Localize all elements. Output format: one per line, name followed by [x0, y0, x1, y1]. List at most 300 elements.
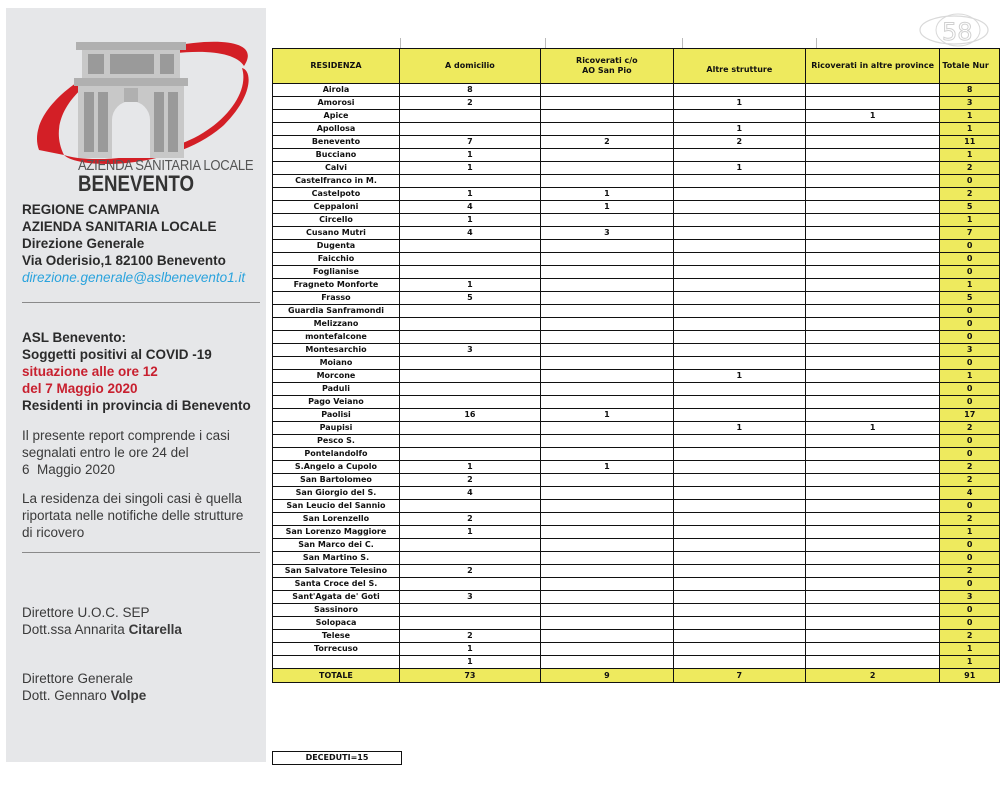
channel-58-watermark-icon — [918, 12, 990, 48]
cell-ricoverati-san-pio — [540, 357, 673, 370]
cell-a-domicilio: 2 — [399, 630, 540, 643]
cell-residenza: S.Angelo a Cupolo — [273, 461, 400, 474]
header-a-domicilio: A domicilio — [399, 49, 540, 84]
cell-ricoverati-san-pio — [540, 435, 673, 448]
watermark-text: 58 — [942, 18, 973, 46]
cell-totale: 0 — [940, 318, 1000, 331]
cell-a-domicilio: 1 — [399, 279, 540, 292]
cell-altre-province — [805, 344, 940, 357]
cell-altre-province: 1 — [805, 422, 940, 435]
cell-altre-strutture — [673, 474, 805, 487]
cell-altre-strutture — [673, 188, 805, 201]
cell-altre-strutture — [673, 344, 805, 357]
cell-totale: 2 — [940, 188, 1000, 201]
total-ricoverati-san-pio: 9 — [540, 669, 673, 683]
table-row — [273, 461, 1000, 474]
cell-totale: 0 — [940, 331, 1000, 344]
cell-altre-province — [805, 656, 940, 669]
cell-altre-province — [805, 578, 940, 591]
cell-a-domicilio: 5 — [399, 292, 540, 305]
cell-residenza: Paolisi — [273, 409, 400, 422]
cell-residenza: Foglianise — [273, 266, 400, 279]
cell-a-domicilio — [399, 617, 540, 630]
cell-residenza: San Lorenzo Maggiore — [273, 526, 400, 539]
cell-a-domicilio — [399, 110, 540, 123]
table-row — [273, 305, 1000, 318]
cell-altre-strutture: 1 — [673, 422, 805, 435]
cell-altre-strutture — [673, 227, 805, 240]
grid-tick — [816, 38, 817, 48]
cell-residenza: Amorosi — [273, 97, 400, 110]
cell-totale: 1 — [940, 214, 1000, 227]
cell-a-domicilio — [399, 253, 540, 266]
table-row — [273, 539, 1000, 552]
report-situation-1: situazione alle ore 12 — [22, 364, 158, 379]
cell-altre-strutture — [673, 539, 805, 552]
cell-altre-strutture — [673, 630, 805, 643]
cell-totale: 0 — [940, 448, 1000, 461]
cell-altre-strutture — [673, 487, 805, 500]
report-title-1: ASL Benevento: — [22, 330, 127, 345]
cell-totale: 1 — [940, 526, 1000, 539]
cell-ricoverati-san-pio — [540, 565, 673, 578]
org-region: REGIONE CAMPANIA — [22, 202, 160, 217]
cell-ricoverati-san-pio — [540, 344, 673, 357]
cell-a-domicilio — [399, 123, 540, 136]
header-altre-strutture: Altre strutture — [673, 49, 805, 84]
cell-totale: 2 — [940, 162, 1000, 175]
cell-altre-strutture — [673, 305, 805, 318]
cell-altre-province — [805, 201, 940, 214]
divider — [22, 302, 260, 303]
cell-altre-province — [805, 500, 940, 513]
divider — [22, 552, 260, 553]
cell-altre-province — [805, 565, 940, 578]
cell-ricoverati-san-pio: 1 — [540, 201, 673, 214]
cell-a-domicilio — [399, 604, 540, 617]
cell-ricoverati-san-pio — [540, 539, 673, 552]
logo-text-city: BENEVENTO — [78, 171, 195, 196]
cell-altre-province — [805, 292, 940, 305]
table-row — [273, 344, 1000, 357]
cell-a-domicilio — [399, 266, 540, 279]
total-totale: 91 — [940, 669, 1000, 683]
cell-ricoverati-san-pio — [540, 370, 673, 383]
cell-altre-province — [805, 175, 940, 188]
cell-totale: 0 — [940, 539, 1000, 552]
cell-residenza: Calvi — [273, 162, 400, 175]
cell-residenza: Morcone — [273, 370, 400, 383]
cell-a-domicilio: 2 — [399, 513, 540, 526]
cell-ricoverati-san-pio — [540, 500, 673, 513]
table-total-row — [273, 669, 1000, 683]
cell-totale: 3 — [940, 344, 1000, 357]
cell-residenza: Ceppaloni — [273, 201, 400, 214]
cell-totale: 0 — [940, 383, 1000, 396]
cell-totale: 2 — [940, 422, 1000, 435]
cell-a-domicilio: 2 — [399, 565, 540, 578]
cell-altre-province — [805, 526, 940, 539]
report-title-2: Soggetti positivi al COVID -19 — [22, 347, 212, 362]
dg-name-prefix: Dott. Gennaro — [22, 688, 111, 703]
cell-altre-strutture — [673, 84, 805, 97]
cell-ricoverati-san-pio — [540, 214, 673, 227]
sidebar-panel — [6, 8, 266, 762]
table-row — [273, 383, 1000, 396]
cell-residenza: Santa Croce del S. — [273, 578, 400, 591]
cell-altre-strutture — [673, 448, 805, 461]
cell-totale: 0 — [940, 552, 1000, 565]
cell-residenza: Dugenta — [273, 240, 400, 253]
cell-a-domicilio: 4 — [399, 227, 540, 240]
cell-residenza: Pago Veiano — [273, 396, 400, 409]
table-row — [273, 435, 1000, 448]
note-1 — [22, 427, 230, 478]
org-address: Via Oderisio,1 82100 Benevento — [22, 253, 226, 268]
table-row — [273, 266, 1000, 279]
cell-totale: 4 — [940, 487, 1000, 500]
note-2-line-3: di ricovero — [22, 525, 85, 540]
table-row — [273, 591, 1000, 604]
cell-altre-strutture — [673, 331, 805, 344]
cell-ricoverati-san-pio — [540, 305, 673, 318]
table-row — [273, 331, 1000, 344]
cell-altre-strutture — [673, 565, 805, 578]
cell-ricoverati-san-pio — [540, 292, 673, 305]
cell-totale: 0 — [940, 578, 1000, 591]
cell-residenza: Telese — [273, 630, 400, 643]
logo-arch — [74, 42, 188, 158]
cell-altre-strutture — [673, 214, 805, 227]
cell-ricoverati-san-pio — [540, 487, 673, 500]
cell-a-domicilio: 1 — [399, 656, 540, 669]
cell-totale: 7 — [940, 227, 1000, 240]
cell-a-domicilio: 3 — [399, 344, 540, 357]
cell-altre-strutture: 1 — [673, 97, 805, 110]
cell-altre-strutture — [673, 201, 805, 214]
cell-residenza: San Leucio del Sannio — [273, 500, 400, 513]
cell-a-domicilio: 2 — [399, 474, 540, 487]
cell-totale: 1 — [940, 110, 1000, 123]
cell-residenza: San Salvatore Telesino — [273, 565, 400, 578]
table-row — [273, 279, 1000, 292]
cell-a-domicilio — [399, 435, 540, 448]
signature-dg — [22, 670, 146, 704]
cell-altre-strutture — [673, 110, 805, 123]
cell-altre-province — [805, 539, 940, 552]
cell-totale: 5 — [940, 292, 1000, 305]
header-totale: Totale Nur — [940, 49, 1000, 84]
cell-altre-strutture — [673, 656, 805, 669]
cell-altre-province — [805, 630, 940, 643]
cell-altre-province — [805, 331, 940, 344]
note-2 — [22, 490, 243, 541]
table-row — [273, 552, 1000, 565]
logo-text-agency: AZIENDA SANITARIA LOCALE — [78, 158, 254, 174]
cell-a-domicilio: 1 — [399, 149, 540, 162]
cell-altre-province — [805, 396, 940, 409]
cell-a-domicilio — [399, 240, 540, 253]
cell-residenza: Airola — [273, 84, 400, 97]
cell-totale: 1 — [940, 149, 1000, 162]
cell-totale: 8 — [940, 84, 1000, 97]
table-row — [273, 448, 1000, 461]
cell-ricoverati-san-pio — [540, 591, 673, 604]
cell-totale: 0 — [940, 305, 1000, 318]
cell-residenza: Sassinoro — [273, 604, 400, 617]
cell-a-domicilio — [399, 500, 540, 513]
table-row — [273, 136, 1000, 149]
cell-altre-province — [805, 214, 940, 227]
cell-totale: 3 — [940, 591, 1000, 604]
cell-altre-province — [805, 435, 940, 448]
note-1-line-1: Il presente report comprende i casi — [22, 428, 230, 443]
cell-altre-strutture: 1 — [673, 123, 805, 136]
cell-a-domicilio: 3 — [399, 591, 540, 604]
cell-residenza: San Martino S. — [273, 552, 400, 565]
cell-ricoverati-san-pio — [540, 331, 673, 344]
cell-totale: 1 — [940, 656, 1000, 669]
covid-cases-table — [272, 48, 1000, 683]
cell-totale: 0 — [940, 500, 1000, 513]
cell-a-domicilio — [399, 370, 540, 383]
cell-totale: 2 — [940, 630, 1000, 643]
cell-altre-province — [805, 149, 940, 162]
cell-ricoverati-san-pio — [540, 110, 673, 123]
cell-altre-province — [805, 409, 940, 422]
cell-a-domicilio — [399, 331, 540, 344]
cell-totale: 0 — [940, 617, 1000, 630]
cell-a-domicilio: 1 — [399, 188, 540, 201]
table-row — [273, 318, 1000, 331]
cell-altre-province: 1 — [805, 110, 940, 123]
cell-altre-province — [805, 136, 940, 149]
cell-altre-strutture — [673, 318, 805, 331]
report-situation-2: del 7 Maggio 2020 — [22, 381, 138, 396]
table-row — [273, 578, 1000, 591]
cell-altre-province — [805, 97, 940, 110]
table-row — [273, 188, 1000, 201]
header-ricoverati-line-2: AO San Pio — [582, 66, 632, 75]
cell-ricoverati-san-pio — [540, 396, 673, 409]
cell-ricoverati-san-pio — [540, 240, 673, 253]
cell-ricoverati-san-pio — [540, 552, 673, 565]
cell-totale: 11 — [940, 136, 1000, 149]
cell-altre-province — [805, 318, 940, 331]
cell-altre-strutture — [673, 149, 805, 162]
cell-altre-strutture — [673, 435, 805, 448]
org-department: Direzione Generale — [22, 236, 145, 251]
cell-altre-province — [805, 591, 940, 604]
cell-a-domicilio: 7 — [399, 136, 540, 149]
cell-altre-province — [805, 240, 940, 253]
cell-altre-province — [805, 552, 940, 565]
note-1-line-3: 6 Maggio 2020 — [22, 462, 116, 477]
cell-altre-strutture — [673, 279, 805, 292]
cell-altre-strutture — [673, 604, 805, 617]
grid-tick — [682, 38, 683, 48]
cell-altre-province — [805, 487, 940, 500]
cell-altre-province — [805, 188, 940, 201]
cell-altre-strutture — [673, 292, 805, 305]
cell-a-domicilio: 8 — [399, 84, 540, 97]
cell-residenza: Castelfranco in M. — [273, 175, 400, 188]
cell-totale: 1 — [940, 370, 1000, 383]
cell-residenza: montefalcone — [273, 331, 400, 344]
cell-totale: 0 — [940, 175, 1000, 188]
sep-name-prefix: Dott.ssa Annarita — [22, 622, 129, 637]
header-ricoverati-line-1: Ricoverati c/o — [576, 56, 638, 65]
cell-altre-strutture — [673, 409, 805, 422]
cell-altre-strutture — [673, 591, 805, 604]
total-a-domicilio: 73 — [399, 669, 540, 683]
cell-residenza: Montesarchio — [273, 344, 400, 357]
cell-residenza: Fragneto Monforte — [273, 279, 400, 292]
cell-altre-strutture — [673, 617, 805, 630]
cell-totale: 0 — [940, 253, 1000, 266]
cell-residenza: Sant'Agata de' Goti — [273, 591, 400, 604]
cell-ricoverati-san-pio — [540, 97, 673, 110]
cell-a-domicilio — [399, 422, 540, 435]
cell-altre-province — [805, 617, 940, 630]
cell-residenza: Apice — [273, 110, 400, 123]
table-row — [273, 617, 1000, 630]
table-row — [273, 396, 1000, 409]
table-row — [273, 565, 1000, 578]
table-row — [273, 110, 1000, 123]
cell-ricoverati-san-pio — [540, 474, 673, 487]
cell-totale: 2 — [940, 565, 1000, 578]
note-2-line-2: riportata nelle notifiche delle strutture — [22, 508, 244, 523]
cell-altre-province — [805, 357, 940, 370]
total-altre-province: 2 — [805, 669, 940, 683]
table-row — [273, 422, 1000, 435]
cell-totale: 1 — [940, 643, 1000, 656]
cell-a-domicilio: 1 — [399, 526, 540, 539]
cell-a-domicilio — [399, 175, 540, 188]
cell-ricoverati-san-pio — [540, 422, 673, 435]
table-row — [273, 487, 1000, 500]
cell-residenza — [273, 656, 400, 669]
sep-role: Direttore U.O.C. SEP — [22, 605, 150, 620]
cell-ricoverati-san-pio — [540, 513, 673, 526]
cell-ricoverati-san-pio — [540, 175, 673, 188]
cell-altre-province — [805, 123, 940, 136]
cell-residenza: Torrecuso — [273, 643, 400, 656]
cell-a-domicilio: 4 — [399, 487, 540, 500]
cell-altre-province — [805, 461, 940, 474]
cell-residenza: Moiano — [273, 357, 400, 370]
grid-tick — [400, 38, 401, 48]
cell-altre-province — [805, 253, 940, 266]
cell-ricoverati-san-pio — [540, 578, 673, 591]
cell-a-domicilio — [399, 539, 540, 552]
cell-a-domicilio — [399, 357, 540, 370]
table-row — [273, 175, 1000, 188]
cell-ricoverati-san-pio — [540, 383, 673, 396]
cell-altre-province — [805, 266, 940, 279]
cell-altre-province — [805, 643, 940, 656]
cell-totale: 17 — [940, 409, 1000, 422]
cell-ricoverati-san-pio — [540, 526, 673, 539]
header-residenza: RESIDENZA — [273, 49, 400, 84]
cell-residenza: Melizzano — [273, 318, 400, 331]
cell-residenza: Pesco S. — [273, 435, 400, 448]
cell-altre-strutture — [673, 578, 805, 591]
cell-residenza: Paduli — [273, 383, 400, 396]
org-email-link[interactable]: direzione.generale@aslbenevento1.it — [22, 270, 246, 285]
table-row — [273, 474, 1000, 487]
sep-name — [22, 621, 182, 638]
cell-a-domicilio — [399, 396, 540, 409]
report-scope: Residenti in provincia di Benevento — [22, 398, 251, 413]
cell-residenza: San Giorgio del S. — [273, 487, 400, 500]
deceased-count: DECEDUTI=15 — [272, 751, 402, 765]
cell-ricoverati-san-pio — [540, 149, 673, 162]
cell-altre-strutture — [673, 513, 805, 526]
cell-altre-province — [805, 604, 940, 617]
cell-altre-strutture — [673, 357, 805, 370]
cell-altre-province — [805, 383, 940, 396]
cell-ricoverati-san-pio — [540, 604, 673, 617]
note-2-line-1: La residenza dei singoli casi è quella — [22, 491, 242, 506]
cell-totale: 1 — [940, 123, 1000, 136]
cell-totale: 0 — [940, 240, 1000, 253]
total-altre-strutture: 7 — [673, 669, 805, 683]
cell-totale: 0 — [940, 396, 1000, 409]
cell-residenza: Paupisi — [273, 422, 400, 435]
cell-ricoverati-san-pio: 3 — [540, 227, 673, 240]
cell-altre-province — [805, 448, 940, 461]
cell-ricoverati-san-pio — [540, 617, 673, 630]
cell-altre-province — [805, 279, 940, 292]
cell-altre-province — [805, 227, 940, 240]
table-row — [273, 409, 1000, 422]
table-row — [273, 630, 1000, 643]
cell-totale: 5 — [940, 201, 1000, 214]
cell-altre-strutture — [673, 643, 805, 656]
cell-altre-strutture — [673, 552, 805, 565]
cell-residenza: Pontelandolfo — [273, 448, 400, 461]
cell-altre-strutture: 2 — [673, 136, 805, 149]
table-row — [273, 201, 1000, 214]
cell-totale: 1 — [940, 279, 1000, 292]
table-row — [273, 604, 1000, 617]
cell-ricoverati-san-pio — [540, 318, 673, 331]
dg-surname: Volpe — [110, 688, 147, 703]
cell-a-domicilio: 1 — [399, 214, 540, 227]
report-title-block — [22, 329, 251, 414]
header-altre-province: Ricoverati in altre province — [805, 49, 940, 84]
cell-altre-strutture — [673, 240, 805, 253]
sep-surname: Citarella — [128, 622, 182, 637]
cell-a-domicilio: 1 — [399, 643, 540, 656]
cell-ricoverati-san-pio — [540, 84, 673, 97]
cell-a-domicilio: 2 — [399, 97, 540, 110]
cell-totale: 0 — [940, 435, 1000, 448]
cell-residenza: Circello — [273, 214, 400, 227]
cell-altre-strutture — [673, 526, 805, 539]
cell-a-domicilio: 1 — [399, 162, 540, 175]
table-row — [273, 240, 1000, 253]
cell-a-domicilio: 1 — [399, 461, 540, 474]
table-row — [273, 162, 1000, 175]
table-row — [273, 123, 1000, 136]
cell-ricoverati-san-pio: 1 — [540, 188, 673, 201]
table-row — [273, 292, 1000, 305]
table-row — [273, 97, 1000, 110]
table-row — [273, 500, 1000, 513]
